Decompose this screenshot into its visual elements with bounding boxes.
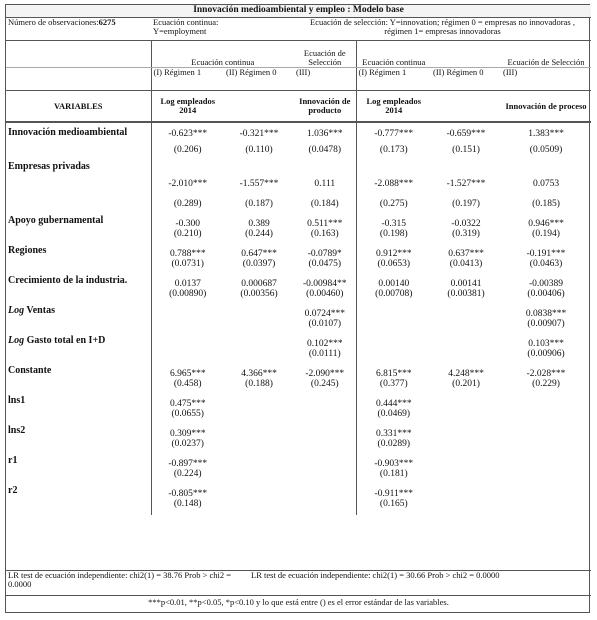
variable-name-text: Apoyo gubernamental (8, 215, 104, 226)
coefficient: 0.309*** (151, 425, 224, 439)
standard-error: (0.00356) (240, 289, 278, 299)
standard-error: (0.110) (245, 145, 273, 155)
coefficient (151, 305, 224, 319)
n-obs (6, 18, 151, 41)
coefficient: 0.0724*** (304, 309, 345, 319)
standard-error (356, 319, 431, 335)
standard-error (294, 439, 356, 455)
standard-error: (0.0289) (356, 439, 431, 455)
standard-error: (0.173) (356, 145, 431, 161)
variable-name-text: lns1 (8, 395, 26, 406)
coefficients-table (6, 41, 591, 515)
standard-error: (0.165) (356, 499, 431, 515)
header-continua-left: Ecuación continua (151, 41, 294, 68)
continua-label: Ecuación continua: (153, 17, 219, 27)
standard-error (224, 469, 294, 485)
coefficient: 0.475*** (151, 395, 224, 409)
standard-error: (0.00890) (151, 289, 224, 305)
coefficient (431, 395, 501, 409)
variable-name (6, 455, 151, 485)
header-dependent-var (431, 91, 501, 123)
standard-error: (0.210) (151, 229, 224, 245)
coefficient: 0.647*** (241, 249, 277, 259)
regression-table (6, 5, 591, 41)
coefficient: -2.028*** (526, 369, 566, 379)
standard-error: (0.275) (356, 199, 431, 215)
standard-error (501, 439, 591, 455)
standard-error (431, 319, 501, 335)
variable-name-text: Gasto total en I+D (24, 335, 106, 346)
standard-error: (0.0413) (449, 259, 483, 269)
standard-error: (0.0653) (356, 259, 431, 275)
standard-error (294, 499, 356, 515)
header-blank (6, 41, 151, 68)
coefficient: -0.300 (151, 215, 224, 229)
header-regimen: (II) Régimen 0 (431, 68, 501, 91)
coefficient: 0.0753 (532, 179, 560, 189)
standard-error: (0.201) (452, 379, 480, 389)
header-dependent-var: Innovación de proceso (501, 91, 591, 123)
standard-error: (0.0111) (308, 349, 341, 359)
coefficient: -0.00389 (528, 279, 564, 289)
coefficient: -2.090*** (305, 369, 345, 379)
coefficient: -0.911*** (356, 485, 431, 499)
continua-value: Y=employment (153, 26, 207, 36)
standard-error: (0.00381) (447, 289, 485, 299)
header-regimen: (II) Régimen 0 (224, 68, 294, 91)
coefficient (294, 395, 356, 409)
standard-error (431, 409, 501, 425)
standard-error (294, 409, 356, 425)
coefficient: 4.248*** (448, 369, 484, 379)
coefficient: 0.0137 (151, 275, 224, 289)
variable-name-text: lns2 (8, 425, 26, 436)
coefficient: -0.0322 (451, 219, 481, 229)
variable-name-text: r1 (8, 455, 18, 466)
standard-error: (0.0237) (151, 439, 224, 455)
variable-name-text: r2 (8, 485, 18, 496)
coefficient: 6.965*** (151, 365, 224, 379)
coefficient: 0.637*** (448, 249, 484, 259)
significance-note: ***p<0.01, **p<0.05, *p<0.10 y lo que está entre () es el error estándar de las variables. (6, 596, 591, 613)
standard-error: (0.00907) (527, 319, 565, 329)
coefficient: -0.315 (356, 215, 431, 229)
standard-error: (0.198) (356, 229, 431, 245)
n-obs-value: 6275 (98, 17, 116, 27)
header-seleccion-right: Ecuación de Selección (501, 41, 591, 68)
standard-error (224, 319, 294, 335)
coefficient (294, 455, 356, 469)
coefficient (501, 425, 591, 439)
coefficient: -0.903*** (356, 455, 431, 469)
coefficient (431, 455, 501, 469)
footer-table (6, 570, 591, 612)
continua-note (151, 18, 294, 41)
standard-error: (0.206) (151, 145, 224, 161)
coefficient: -0.777*** (356, 122, 431, 145)
coefficient: 1.383*** (528, 129, 564, 139)
standard-error: (0.148) (151, 499, 224, 515)
variable-name (6, 365, 151, 395)
standard-error: (0.185) (532, 199, 560, 209)
lr-test-right: LR test de ecuación independiente: chi2(1) = 30.66 Prob > chi2 = 0.0000 (251, 570, 500, 580)
standard-error: (0.163) (310, 229, 339, 239)
seleccion-note: Ecuación de selección: Y=innovation; régimen 0 = empresas no innovadoras , régimen 1= empresas innovadoras (294, 18, 591, 41)
standard-error: (0.00708) (356, 289, 431, 305)
standard-error: (0.187) (245, 199, 273, 209)
standard-error: (0.229) (532, 379, 560, 389)
variable-name (6, 425, 151, 455)
coefficient (431, 485, 501, 499)
standard-error: (0.0731) (151, 259, 224, 275)
coefficient: -0.897*** (151, 455, 224, 469)
coefficient (356, 335, 431, 349)
variable-name (6, 305, 151, 335)
standard-error: (0.0397) (242, 259, 276, 269)
standard-error: (0.0509) (529, 145, 563, 155)
coefficient (224, 395, 294, 409)
variable-name (6, 485, 151, 515)
header-blank-right (431, 41, 501, 68)
coefficient: 0.0838*** (525, 309, 567, 319)
variable-name-italic: Log (8, 335, 25, 346)
header-regimen: (III) (501, 68, 591, 91)
variable-name-text: Crecimiento de la industria. (8, 275, 128, 286)
header-continua-right: Ecuación continua (356, 41, 431, 68)
coefficient: -0.0789* (307, 249, 342, 259)
coefficient (501, 395, 591, 409)
standard-error: (0.197) (452, 199, 480, 209)
coefficient: -0.191*** (526, 249, 566, 259)
variable-name (6, 245, 151, 275)
coefficient (431, 335, 501, 349)
variable-name (6, 215, 151, 245)
standard-error (224, 499, 294, 515)
standard-error: (0.245) (310, 379, 339, 389)
standard-error (501, 469, 591, 485)
header-dependent-var: Log empleados 2014 (356, 91, 431, 123)
n-obs-label: Número de observaciones: (8, 17, 99, 27)
variable-name-text: Empresas privadas (8, 161, 90, 172)
coefficient: -0.623*** (151, 122, 224, 145)
coefficient: -0.321*** (239, 129, 279, 139)
standard-error (224, 409, 294, 425)
standard-error (431, 499, 501, 515)
coefficient: 0.103*** (528, 339, 564, 349)
coefficient (501, 455, 591, 469)
coefficient (431, 305, 501, 319)
coefficient (501, 485, 591, 499)
coefficient (224, 335, 294, 349)
standard-error (431, 349, 501, 365)
standard-error (501, 499, 591, 515)
coefficient: -2.010*** (151, 161, 224, 199)
header-variables: VARIABLES (6, 91, 151, 123)
standard-error: (0.458) (151, 379, 224, 395)
header-regimen: (I) Régimen 1 (151, 68, 224, 91)
coefficient: -1.557*** (239, 179, 279, 189)
header-blank (6, 68, 151, 91)
coefficient: 6.815*** (356, 365, 431, 379)
variable-name-text: Constante (8, 365, 52, 376)
variable-name-italic: Log (8, 305, 25, 316)
variable-name (6, 122, 151, 161)
lr-test-left: LR test de ecuación independiente: chi2(1) = 38.76 Prob > chi2 = 0.0000 (8, 570, 232, 589)
standard-error (501, 409, 591, 425)
standard-error: (0.0655) (151, 409, 224, 425)
coefficient (356, 305, 431, 319)
standard-error: (0.0475) (308, 259, 341, 269)
coefficient (224, 455, 294, 469)
standard-error: (0.0469) (356, 409, 431, 425)
coefficient: 4.366*** (241, 369, 277, 379)
coefficient: 0.788*** (151, 245, 224, 259)
standard-error: (0.194) (532, 229, 560, 239)
coefficient: -1.527*** (446, 179, 486, 189)
header-regimen: (III) (294, 68, 356, 91)
standard-error: (0.0478) (308, 145, 341, 155)
variable-name-text: Innovación medioambiental (8, 127, 128, 138)
standard-error: (0.188) (245, 379, 273, 389)
header-regimen: (I) Régimen 1 (356, 68, 431, 91)
standard-error: (0.244) (245, 229, 273, 239)
coefficient: 0.331*** (356, 425, 431, 439)
standard-error: (0.00406) (527, 289, 565, 299)
header-dependent-var: Log empleados 2014 (151, 91, 224, 123)
header-dependent-var: Innovación de producto (294, 91, 356, 123)
standard-error: (0.377) (356, 379, 431, 395)
standard-error (151, 319, 224, 335)
standard-error (356, 349, 431, 365)
standard-error: (0.0463) (529, 259, 563, 269)
variable-name (6, 161, 151, 215)
standard-error: (0.181) (356, 469, 431, 485)
regression-table-sheet (5, 4, 590, 613)
variable-name-text: Ventas (24, 305, 55, 316)
standard-error: (0.289) (151, 199, 224, 215)
standard-error: (0.0107) (308, 319, 341, 329)
coefficient (431, 425, 501, 439)
coefficient: -0.00984** (302, 279, 347, 289)
coefficient: 0.111 (314, 179, 336, 189)
coefficient: 0.946*** (528, 219, 564, 229)
standard-error (431, 439, 501, 455)
table-title: Innovación medioambiental y empleo : Modelo base (6, 5, 591, 18)
standard-error (151, 349, 224, 365)
standard-error (294, 469, 356, 485)
standard-error: (0.224) (151, 469, 224, 485)
coefficient (224, 425, 294, 439)
coefficient: 0.00140 (356, 275, 431, 289)
coefficient: 1.036*** (306, 129, 343, 139)
coefficient (151, 335, 224, 349)
standard-error (224, 439, 294, 455)
coefficient: 0.444*** (356, 395, 431, 409)
variable-name-text: Regiones (8, 245, 47, 256)
coefficient: 0.511*** (307, 219, 343, 229)
coefficient: 0.389 (248, 219, 270, 229)
coefficient: -2.088*** (356, 161, 431, 199)
coefficient: 0.000687 (241, 279, 277, 289)
coefficient (224, 305, 294, 319)
header-dependent-var (224, 91, 294, 123)
standard-error (224, 349, 294, 365)
header-seleccion-left: Ecuación de Selección (294, 41, 356, 68)
coefficient: 0.00141 (450, 279, 482, 289)
variable-name (6, 335, 151, 365)
coefficient: -0.659*** (446, 129, 486, 139)
standard-error: (0.00906) (527, 349, 565, 359)
standard-error: (0.319) (452, 229, 480, 239)
coefficient (294, 485, 356, 499)
standard-error: (0.00460) (306, 289, 344, 299)
coefficient: -0.805*** (151, 485, 224, 499)
variable-name (6, 275, 151, 305)
coefficient (224, 485, 294, 499)
standard-error: (0.151) (452, 145, 480, 155)
standard-error (431, 469, 501, 485)
coefficient: 0.102*** (306, 339, 343, 349)
variable-name (6, 395, 151, 425)
coefficient: 0.912*** (356, 245, 431, 259)
coefficient (294, 425, 356, 439)
standard-error: (0.184) (310, 199, 339, 209)
